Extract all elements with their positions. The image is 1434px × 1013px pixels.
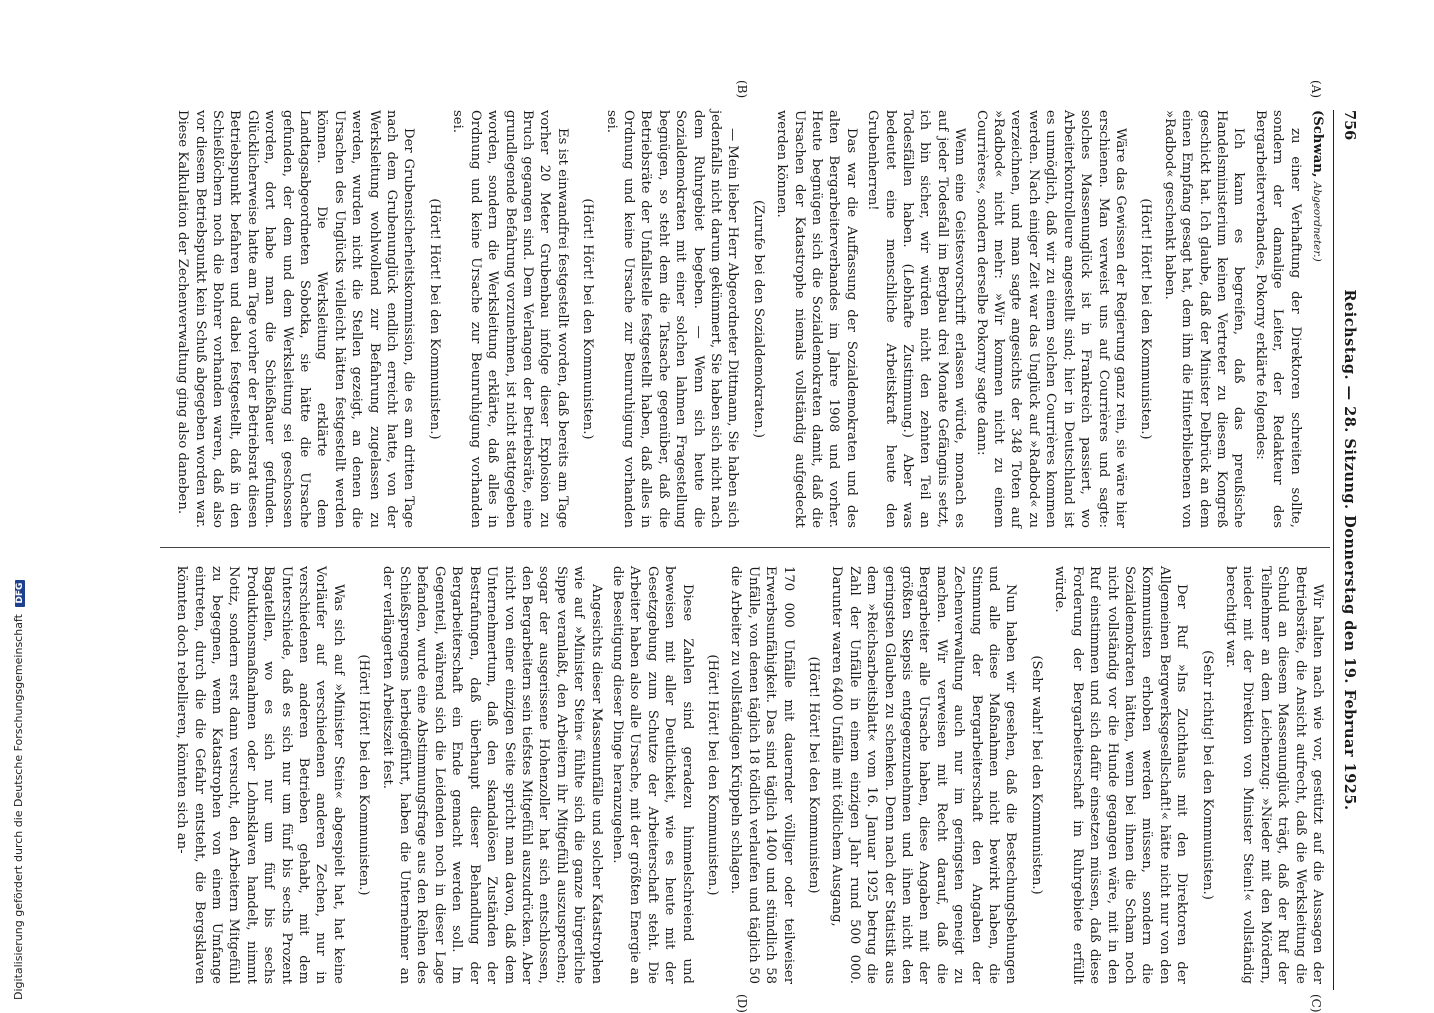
right-paragraph: 170 000 Unfälle mit dauernder völliger oder teilweiser Erwerbsunfähigkeit. Das sind täglich 1400 und stündlich 58 Unfälle, von denen täglich 18 tödlich verlaufen und täglich 50 die Arbeiter zu vollständigen Krüppeln schlagen. bbox=[728, 566, 796, 984]
interjection: (Hört! Hört! bei den Kommunisten.) bbox=[705, 654, 720, 896]
interjection: (Hört! Hört! bei den Kommunisten.) bbox=[1138, 198, 1154, 440]
right-paragraph: Der Ruf »Ins Zuchthaus mit den Direktoren der Allgemeinen Bergwerksgesellschaft!« hätte nicht nur von den Kommunisten erhoben werden müssen, sondern die Sozialdemokraten hätten, wenn bei ihnen die Scham noch nicht vollständig vor die Hunde gegangen wäre, mit in den Ruf einstimmen und sich dafür einsetzen müssen, daß diese Forderung der Bergarbeiterschaft im Ruhrgebiete erfüllt würde. bbox=[1052, 566, 1190, 984]
credit-text: Digitalisierung gefördert durch die Deutsche Forschungsgemeinschaft bbox=[12, 614, 25, 1000]
margin-mark-d: (D) bbox=[735, 994, 749, 1013]
right-paragraph: Was sich auf »Minister Stein« abgespielt hat, hat keine Vorläufer auf verschiedenen anderen Zechen, nur in verschiedenen anderen Betrieben gehabt, mit dem Unterschiede, daß es sich nur um fünf bis sechs Prozent Bagatellen, wo es sich nur um fünf bis sechs Produktionsmaßnahmen oder Lohnsklaven handelt, nimmt Notiz, sondern erst dann versucht, den Arbeitern Mitgefühl zu begegnen, wenn Katastrophen von einem Umfange eintreten, durch die die Gefahr entsteht, die Bergsklaven könnten doch rebellieren, könnten sich an- bbox=[174, 566, 346, 984]
speaker-role: Abgeordneter.) bbox=[1311, 181, 1323, 262]
page-number: 756 bbox=[1341, 110, 1358, 141]
digitization-credit bbox=[12, 580, 25, 1000]
left-paragraph: Wenn eine Geistesvorschrift erlassen würde, monach es auf jeder Todesfall im Bergbau drei Monate Gefängnis setzt, ich bin sicher, wir würden nicht den zehnten Teil an Todesfällen haben. (Lebhafte Zustimmung.) Aber was bedeutet eine menschliche Arbeitskraft heute den Grubenherren! bbox=[865, 110, 968, 528]
left-paragraph: — Mein lieber Herr Abgeordneter Dittmann, Sie haben sich jedenfalls nicht darum gekümmert, Sie haben sich nicht nach dem Ruhrgebiet begeben. — Wenn sich heute die Sozialdemokraten mit einer solchen lahmen Fragestellung begnügen, so steht dem die Tatsache gegenüber, daß die Betriebsräte der Unfallstelle festgestellt haben, daß alles in Ordnung und keine Ursache zur Beunruhigung vorhanden sei. bbox=[603, 110, 741, 528]
left-paragraph: Der Grubensicherheitskommission, die es am dritten Tage nach dem Grubenunglück endlich erreicht hatte, von der Werksleitung wohlwollend zur Befahrung zugelassen zu werden, wurden nicht die Stellen gezeigt, an denen die Ursachen des Unglücks vielleicht hätten festgestellt werden können. Die Werksleitung erklärte dem Landtagsabgeordneten Sobotka, sie hätte die Ursache gefunden, der dem und dem Werksleitung sei geschossen worden, dort habe man die Schießhauer gefunden. Glücklicherweise hatte am Tage vorher der Betriebsrat diesen Betriebspunkt befahren und dabei festgestellt, daß in den Schießlöchern noch die Bohrer vorhanden waren, daß also vor diesem Betriebspunkt kein Schuß abgegeben worden war. Diese Kalkulation der Zechenverwaltung ging also daneben. bbox=[175, 110, 417, 528]
rotated-page bbox=[150, 80, 1360, 1013]
margin-mark-a: (A) bbox=[1309, 80, 1323, 99]
left-paragraph: zu einer Verhaftung der Direktoren schreiten sollte, sondern der damalige Leiter, der Redakteur des Bergarbeiterverbandes, Pokorny erklärte folgendes: bbox=[1252, 110, 1303, 528]
left-column bbox=[170, 110, 1326, 528]
right-paragraph: Diese Zahlen sind geradezu himmelschreiend und beweisen mit aller Deutlichkeit, wie es heute mit der Gesetzgebung zum Schutze der Arbeiterschaft steht. Die Arbeiter haben also alle Ursache, mit der größten Energie an die Beseitigung dieser Dinge heranzugehen. bbox=[609, 566, 695, 984]
left-paragraph: Das war die Auffassung der Sozialdemokraten und des alten Bergarbeiterverbandes im Jahre 1908 und vorher. Heute begnügen sich die Sozialdemokraten damit, daß die Ursachen der Katastrophe niemals vollständig aufgedeckt werden können. bbox=[774, 110, 859, 528]
interjection: (Hört! Hört! bei den Kommunisten.) bbox=[580, 198, 596, 440]
left-paragraph: Es ist einwandfrei festgestellt worden, daß bereits am Tage vorher 20 Meter Grubenbau infolge dieser Explosion zu Bruch gegangen sind. Dem Verlangen der Betriebsräte, eine grundlegende Befahrung vorzunehmen, ist nicht stattgegeben worden, sondern die Werksleitung erklärte, daß alles in Ordnung und keine Ursache zur Beunruhigung vorhanden sei. bbox=[450, 110, 570, 528]
interjection: (Sehr wahr! bei den Kommunisten.) bbox=[1028, 655, 1044, 895]
right-paragraph: Wir halten nach wie vor, gestützt auf die Aussagen der Betriebsräte, die Ansicht aufrecht, daß die Werksleitung die Schuld an diesem Massenunglück trägt, daß der Ruf der Teilnehmer an dem Leichenzug: »Nieder mit den Mördern, nieder mit der Direktion von Minister Stein!« vollständig berechtigt war. bbox=[1222, 566, 1325, 984]
interjection: (Sehr richtig! bei den Kommunisten.) bbox=[1199, 650, 1215, 900]
margin-mark-b: (B) bbox=[735, 80, 749, 99]
page-title: Reichstag. — 28. Sitzung. Donnerstag den 19. Februar 1925. bbox=[1341, 289, 1358, 811]
right-column bbox=[169, 566, 1326, 984]
speaker-line bbox=[1308, 110, 1326, 528]
speaker-name: (Schwan, bbox=[1310, 110, 1325, 178]
interjection: (Zurufe bei den Sozialdemokraten.) bbox=[750, 199, 766, 439]
margin-mark-c: (C) bbox=[1309, 994, 1323, 1013]
interjection: (Hört! Hört! bei den Kommunisten) bbox=[806, 656, 822, 894]
page-header bbox=[1336, 110, 1360, 990]
interjection: (Hört! Hört! bei den Kommunisten.) bbox=[356, 654, 372, 896]
right-paragraph: Nun haben wir gesehen, daß die Bestechungsbehungen und alle diese Maßnahmen nicht bewirkt haben, die Stimmung der Bergarbeiterschaft den Angaben der Zechenverwaltung auch nur im geringsten geneigt zu machen. Wir verweisen mit Recht darauf, daß die Bergarbeiter alle Ursache haben, diese Angaben mit der größten Skepsis entgegenzunehmen und ihnen nicht den geringsten Glauben zu schenken. Denn nach der Statistik aus dem »Reichsarbeitsblatt« vom 16. Januar 1925 betrug die Zahl der Unfälle in einem einzigen Jahr rund 500 000. Darunter waren 6400 Unfälle mit tödlichem Ausgang, bbox=[829, 566, 1019, 984]
left-paragraph: Wäre das Gewissen der Regierung ganz rein, sie wäre hier erschienen. Man verweist uns auf Courrières und sagte: solches Massenunglück ist in Frankreich passiert, wo Arbeiterkontrolleure angestellt sind; hier in Deutschland ist es unmöglich, daß wir zu einem solchen Courrières kommen werden. Nach einiger Zeit war das Unglück auf »Radbod« zu verzeichnen, und man sagte angesichts der 348 Toten auf »Radbod« nicht mehr: »Wir kommen nicht zu einem Courrières«, sondern derselbe Pokorny sagte dann: bbox=[973, 110, 1128, 528]
left-paragraph: Ich kann es begreifen, daß das preußische Handelsministerium keinen Vertreter zu diesem Kongreß geschickt hat. Ich glaube, daß der Minister Delbrück an dem einen Empfang gesagt hat, dem ihm die Hinterbliebenen von »Radbod« geschenkt haben. bbox=[1161, 110, 1247, 528]
right-paragraph: Angesichts dieser Massenunfälle und solcher Katastrophen wie auf »Minister Stein« fühlte sich die ganze bürgerliche Sippe veranlaßt, den Arbeitern ihr Mitgefühl auszusprechen; sogar der ausgerissene Hohenzoller hat sich entschlossen, den Bergarbeitern sein tiefstes Mitgefühl auszudrücken. Aber nicht von einer einzigen Seite spricht man davon, daß dem Unternehmertum, daß den skandalösen Zuständen der Bestrafungen, daß überhaupt dieser Behandlung der Bergarbeiterschaft ein Ende gemacht werden soll. Im Gegenteil, während sich die Leidenden noch in dieser Lage befanden, wurde eine Abstimmungsfrage aus den Reihen des Schießsprengens herbeigeführt, haben die Unternehmer an der verlängerten Arbeitszeit fest. bbox=[379, 566, 604, 984]
header-rule bbox=[1333, 110, 1334, 990]
dfg-logo: DFG bbox=[15, 580, 25, 607]
column-divider bbox=[160, 547, 1330, 548]
interjection: (Hört! Hört! bei den Kommunisten.) bbox=[426, 198, 442, 440]
